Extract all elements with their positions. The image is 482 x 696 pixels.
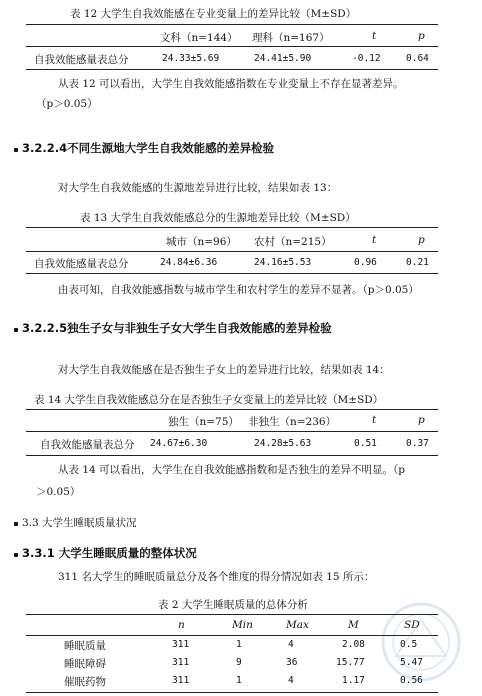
table2-cell: 1: [236, 639, 242, 650]
para14-line2: ＞0.05）: [36, 486, 81, 498]
table2-row-label: 睡眠质量: [64, 640, 106, 652]
table2-cell: 1.17: [342, 675, 365, 686]
table2-cell: 0.5: [400, 639, 418, 650]
section-3224-heading: [22, 140, 274, 156]
table2-cell: 15.77: [336, 657, 365, 668]
table12-top-rule: [26, 24, 438, 25]
table13-cell-4: 0.21: [406, 257, 429, 268]
table12-col-2: 理科（n=167）: [252, 32, 330, 44]
para12-line2: （p＞0.05）: [36, 98, 98, 110]
section-3224-number: 3.2.2.4: [22, 141, 68, 155]
heading-bullet: [14, 328, 18, 332]
table12-cell-2: 24.41±5.90: [254, 53, 312, 64]
table12-cell-4: 0.64: [406, 53, 429, 64]
table2-cell: 311: [172, 639, 190, 650]
table13-col-4: p: [418, 234, 425, 246]
table2-row-label: 催眠药物: [64, 676, 106, 688]
table2-cell: 1: [236, 675, 242, 686]
table2-cell: 0.56: [400, 675, 423, 686]
para14-line1: 从表 14 可以看出，大学生在自我效能感指数和是否独生的差异不明显。（p: [58, 464, 406, 476]
section-3225-heading: [22, 320, 332, 336]
table12-col-4: p: [418, 30, 425, 42]
table12-cell-1: 24.33±5.69: [162, 53, 220, 64]
table2-row-label: 睡眠障碍: [64, 658, 106, 670]
table2-cell: 2.08: [342, 639, 365, 650]
table13-col-3: t: [372, 234, 377, 246]
section-331-number: 3.3.1: [22, 546, 55, 560]
table14-col-3: t: [372, 414, 377, 426]
table13-cell-3: 0.96: [354, 257, 377, 268]
para15-intro: 311 名大学生的睡眠质量总分及各个维度的得分情况如表 15 所示：: [58, 571, 375, 583]
table13-top-rule: [26, 227, 438, 228]
table2-col-min: Min: [232, 619, 253, 631]
table2-bottom-rule: [26, 692, 438, 693]
table2-cell: 36: [286, 657, 298, 668]
table13-mid-rule: [26, 251, 438, 252]
table14-cell-3: 0.51: [354, 438, 377, 449]
table2-cell: 311: [172, 657, 190, 668]
heading-bullet: [14, 148, 18, 152]
table14-top-rule: [26, 409, 438, 410]
para13: 由表可知，自我效能感指数与城市学生和农村学生的差异不显著。（p＞0.05）: [58, 284, 419, 296]
table14-bottom-rule: [26, 455, 438, 456]
table2-col-max: Max: [286, 619, 309, 631]
table2-mid-rule: [26, 635, 438, 636]
table2-cell: 4: [288, 639, 294, 650]
table12-row-label: 自我效能感量表总分: [34, 54, 129, 66]
table2-cell: 4: [288, 675, 294, 686]
heading-bullet: [14, 522, 18, 526]
section-33-heading: 3.3 大学生睡眠质量状况: [22, 517, 137, 529]
table13-col-2: 农村（n=215）: [254, 236, 332, 248]
table2-col-sd: SD: [404, 619, 420, 631]
table14-caption: 表 14 大学生自我效能感总分在是否独生子女变量上的差异比较（M±SD）: [34, 394, 384, 406]
table13-bottom-rule: [26, 273, 438, 274]
table12-mid-rule: [26, 46, 438, 47]
table12-caption: 表 12 大学生自我效能感在专业变量上的差异比较（M±SD）: [70, 8, 357, 20]
table2-cell: 311: [172, 675, 190, 686]
table14-row-label: 自我效能感量表总分: [40, 439, 135, 451]
table2-cell: 9: [236, 657, 242, 668]
table14-cell-2: 24.28±5.63: [254, 438, 312, 449]
table14-col-1: 独生（n=75）: [168, 416, 239, 428]
table13-row-label: 自我效能感量表总分: [34, 258, 129, 270]
table12-col-1: 文科（n=144）: [160, 32, 238, 44]
table13-cell-2: 24.16±5.53: [254, 257, 312, 268]
table14-col-2: 非独生（n=236）: [248, 416, 337, 428]
table12-cell-3: -0.12: [352, 53, 381, 64]
table2-cell: 5.47: [400, 657, 423, 668]
section-3225-title: 独生子女与非独生子女大学生自我效能感的差异检验: [67, 321, 332, 335]
table12-bottom-rule: [26, 69, 438, 70]
table14-cell-1: 24.67±6.30: [150, 438, 208, 449]
section-3224-title: 不同生源地大学生自我效能感的差异检验: [67, 141, 275, 155]
table2-caption: 表 2 大学生睡眠质量的总体分析: [158, 599, 308, 611]
heading-bullet: [14, 553, 18, 557]
table13-cell-1: 24.84±6.36: [160, 257, 218, 268]
para14-intro: 对大学生自我效能感在是否独生子女上的差异进行比较，结果如表 14：: [58, 364, 390, 376]
table2-top-rule: [26, 614, 438, 615]
para12-line1: 从表 12 可以看出，大学生自我效能感指数在专业变量上不存在显著差异。: [58, 78, 404, 90]
table2-col-m: M: [348, 619, 359, 631]
table14-col-4: p: [418, 414, 425, 426]
section-331-title: 大学生睡眠质量的整体状况: [58, 546, 197, 560]
table14-cell-4: 0.37: [406, 438, 429, 449]
para13-intro: 对大学生自我效能感的生源地差异进行比较，结果如表 13：: [58, 182, 338, 194]
table13-col-1: 城市（n=96）: [166, 236, 237, 248]
table12-col-3: t: [372, 30, 377, 42]
table13-caption: 表 13 大学生自我效能感总分的生源地差异比较（M±SD）: [80, 212, 356, 224]
table14-mid-rule: [26, 431, 438, 432]
section-3225-number: 3.2.2.5: [22, 321, 68, 335]
table2-col-n: n: [178, 619, 185, 631]
section-331-heading: [22, 545, 197, 561]
